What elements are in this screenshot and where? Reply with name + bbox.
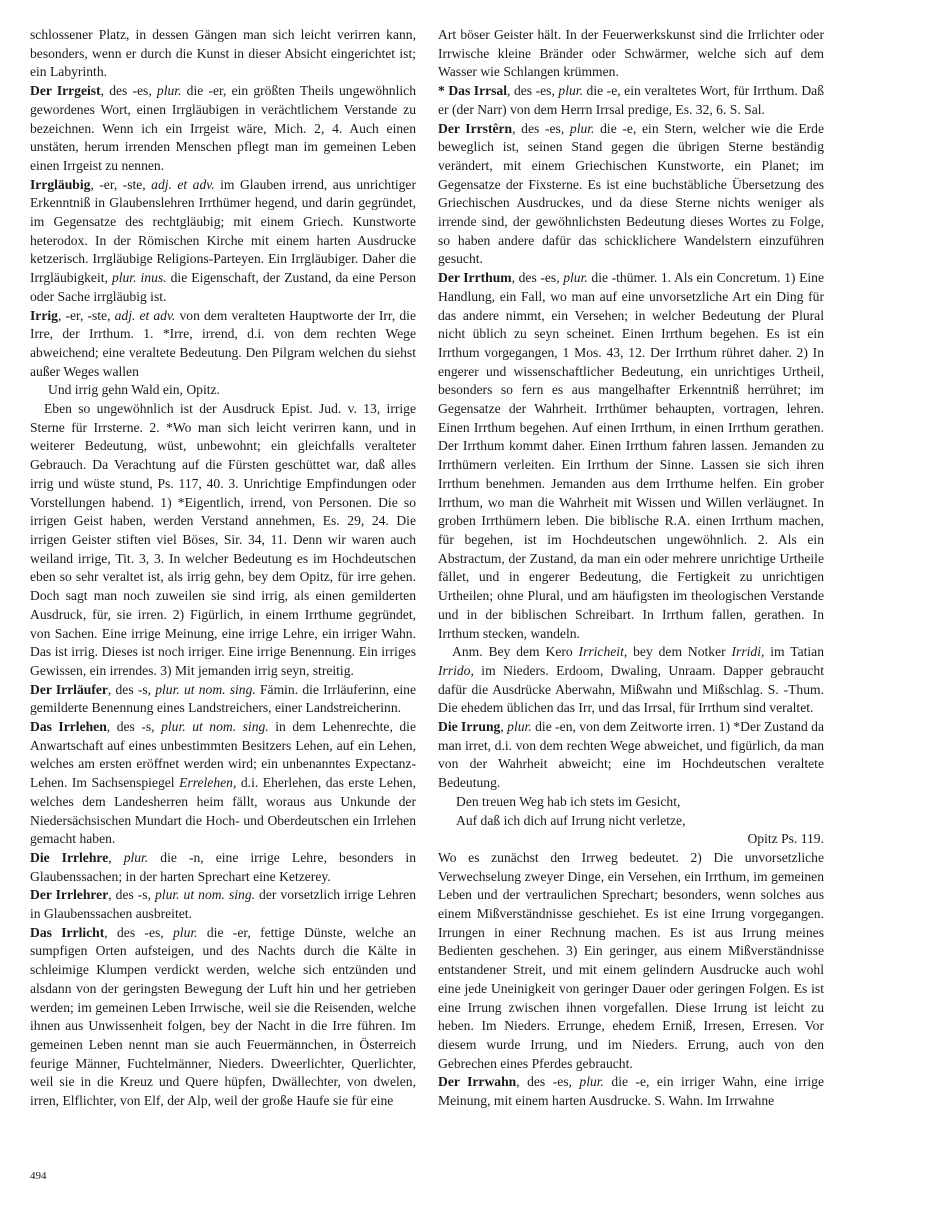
entry-text: in dem Lehenrechte, die Anwartschaft auf eines unbestimmten Besitzers Lehen, auf ein Lehen, welches am ersten eröffnet werden wird; ein unbenanntes Expectanz-Lehen. Im Sachsenspiegel: [30, 719, 416, 791]
entry-continuation: [30, 26, 416, 82]
entry-continuation: [438, 26, 824, 82]
entry-irrgeist: [30, 82, 416, 176]
entry-text: Wo es zunächst den Irrweg bedeutet. 2) Die unvorsetzliche Verwechselung zweyer Dinge, ein Versehen, ein Irrthum, im gemeinen Leben und der vertraulichen Sprechart; besonders, wenn solches aus einem Mißverständnisse geschiehet. Es ist eine Irrung vorgegangen. Irrungen in einer Rechnung machen. Es ist aus Irrung meines Bedienten geschehen. 3) Ein geringer, aus einem Mißverständnisse entstandener Streit, und mit einem gelindern Ausdrucke auch wohl eine jede Uneinigkeit von geringer Dauer oder geringen Folgen. Es ist eine Irrung zwischen ihnen vorgefallen. Diese Irrung ist leicht zu heben. Im Nieders. Errunge, ehedem Erniß, Irresen, Erresen. Vor diesem wurde Irrung, und im Nieders. Errung, auch von den Gebrechen eines Pferdes gebraucht.: [438, 849, 824, 1071]
entry-text: Eben so ungewöhnlich ist der Ausdruck Epist. Jud. v. 13, irrige Sterne für Irrsterne. 2. *Wo man sich leicht verirren kann, und in weiterer Bedeutung, wüst, unbewohnt; ein gleichfalls veralteter Gebrauch. Da Verachtung auf die Fürsten geschüttet war, daß alles irrig und wüste stund, Ps. 117, 40. 3. Unrichtige Empfindungen oder Vorstellungen habend. 1) *Eigentlich, irrend, von Personen. Die so irrigen Geist haben, werden Verstand annehmen, Es. 29, 24. Die irrigen Geister stiften viel Böses, Sir. 34, 11. Denn wir waren auch weiland irrige, Tit. 3, 3. In welcher Bedeutung es im Hochdeutschen eben so sehr veraltet ist, als irrig gehn, bey dem Opitz, für irre gehen. Doch sagt man noch zuweilen sie sind irrig, als einen gemilderten Ausdruck, für, sie irren. 2) Figürlich, in einem Irrthume gegründet, von Sachen. Eine irrige Meinung, eine irrige Lehre, ein irriger Wahn. Das ist irrig. Dieses ist noch irriger. Eine irrige Benennung. Ein irriges Gewissen, ein irrendes. 3) Mit jemanden irrig seyn, streitig.: [30, 401, 416, 678]
entry-text: d.i. Eherlehen, das erste Lehen, welches dem Landesherren heim fällt, woraus aus Unkunde der Niedersächsischen Mundart die Hoch- und Oberdeutschen ein Irrlehen gemacht haben.: [30, 775, 416, 847]
entry-text: Anm. Bey dem Kero: [452, 644, 579, 660]
grammar-label: plur.: [173, 924, 198, 940]
entry-text: im Glauben irrend, aus unrichtiger Erkenntniß in Glaubenslehren Irrthümer hegend, und darin gegründet, im Gegensatze des rechtgläubig; mit einem Griech. Kunstworte heterodox. In der Römischen Kirche mit einem harten Ausdrucke ketzerisch. Irrgläubige Religions-Parteyen. Ein Irrgläubiger. Daher die Irrgläubigkeit,: [30, 176, 416, 286]
headword: Irrig: [30, 307, 58, 323]
verse-quote: Und irrig gehn Wald ein, Opitz.: [48, 382, 220, 398]
entry-text: ,: [500, 719, 508, 735]
headword: Der Irrwahn: [438, 1074, 517, 1090]
headword: Das Irrlehen: [30, 719, 107, 735]
headword: Irrgläubig: [30, 176, 91, 192]
grammar-label: plur.: [156, 83, 182, 99]
entry-text: bey dem Notker: [627, 644, 732, 660]
entry-text: von dem veralteten Hauptworte der Irr, die Irre, der Irrthum. 1. *Irre, irrend, d.i. von dem rechten Wege abweichend; eine veraltete Bedeutung. Den Pilgram welchen du siehst außer Weges wallen: [30, 307, 416, 379]
grammar-label: plur.: [507, 719, 532, 735]
entry-text: Fämin. die Irrläuferinn, eine gemilderte Benennung eines Landstreichers, einer Landstreicherinn.: [30, 681, 416, 716]
entry-text: die -e, ein Stern, welcher wie die Erde beweglich ist, seinen Stand gegen die übrigen Sterne beständig verändert, mit einem Griechischen Kunstworte, ein Planet; im Gegensatze der Fixsterne. Es ist eine buchstäbliche Übersetzung des Griechischen Ausdruckes, und da diese Sterne nichts weniger als irrende sind, der gewöhnlichsten Bedeutung dieses Wortes zu Folge, so haben andere dafür das schicklichere Wandelstern einzuführen gesucht.: [438, 120, 824, 267]
grammar-label: plur.: [123, 849, 149, 865]
grammar-label: plur. inus.: [111, 270, 167, 286]
entry-text: , des -es,: [507, 83, 559, 99]
headword: Die Irrlehre: [30, 849, 109, 865]
entry-text: , -er, -ste,: [90, 176, 152, 192]
left-column: [30, 26, 416, 1111]
headword: * Das Irrsal: [438, 83, 508, 99]
entry-text: die -en, von dem Zeitworte irren. 1) *Der Zustand da man irret, d.i. von dem rechten Wege abweichet, und figürlich, da man von der Wahrheit abweicht; eine im Hochdeutschen veraltete Bedeutung.: [438, 719, 824, 791]
entry-text: , des -s,: [108, 887, 155, 903]
entry-text: , des -es,: [512, 120, 570, 136]
grammar-label: plur. ut nom. sing.: [155, 887, 256, 903]
entry-irrwahn: [438, 1073, 824, 1110]
italic-term: Irrido,: [438, 662, 474, 678]
entry-text: schlossener Platz, in dessen Gängen man sich leicht verirren kann, besonders, wenn er durch die Kunst in dieser Absicht eingerichtet ist; ein Labyrinth.: [30, 27, 416, 80]
entry-text: die -e, ein veraltetes Wort, für Irrthum. Daß er (der Narr) von dem Herrn Irrsal predige, Es. 32, 6. S. Sal.: [438, 83, 824, 117]
entry-text: ,: [108, 849, 124, 865]
entry-irrig: [30, 307, 416, 382]
entry-text: die -thümer. 1. Als ein Concretum. 1) Eine Handlung, ein Fall, wo man auf eine unvorsetzliche Art ein Ding für das andere nimmt, ein Versehen; in welcher Bedeutung der Plural nicht üblich zu seyn scheinet. Einen Irrthum begehen. Es ist ein Irrthum vorgegangen, 1 Mos. 43, 12. Der Irrthum rühret daher. 2) In engerer und wissenschaftlicher Bedeutung, ein unrichtiges Urtheil, besonders so fern es aus mangelhafter Erkenntniß herrühret; im Gegensatze der Wahrheit. Irrthümer behaupten, vortragen, lehren. Einen Irrthum begehen. Auf einen Irrthum, in einen Irrthum gerathen. Der Irrthum kommt daher. Einen Irrthum fahren lassen. Jemanden zu Irrthümern verleiten. Ein Irrthum der Sinne. Lassen sie sich ihren Irrthum benehmen. Jemanden aus dem Irrthume helfen. Ein grober Irrthum, wo man die Wahrheit mit Wissen und Willen verläugnet. In groben Irrthümern leben. Die biblische R.A. einen Irrthum machen, für begehen, ist im Hochdeutschen ungewöhnlich. 2. Als ein Abstractum, der Zustand, da man ein oder mehrere unrichtige Urtheile fället, und in engerer Bedeutung, die Fertigkeit zu unrichtigen Urtheilen; ohne Plural, und am häufigsten im theologischen Verstande und in der biblischen Schreibart. In Irrthum fallen, gerathen. In Irrthum stecken, wandeln.: [438, 270, 824, 641]
grammar-label: plur.: [558, 83, 583, 99]
headword: Der Irrthum: [438, 270, 512, 286]
italic-term: Irricheit,: [578, 644, 628, 660]
quote-source: Opitz Ps. 119.: [747, 831, 824, 847]
grammar-label: plur. ut nom. sing.: [161, 719, 269, 735]
entry-text: die -e, ein irriger Wahn, eine irrige Meinung, mit einem harten Ausdrucke. S. Wahn. Im Irrwahne: [438, 1074, 824, 1109]
entry-text: , des -es,: [511, 270, 564, 286]
entry-text: , des -es,: [516, 1074, 580, 1090]
entry-text: , des -s,: [107, 681, 156, 697]
entry-irrglaeubig: [30, 176, 416, 307]
italic-term: Irridi,: [731, 644, 765, 660]
grammar-label: plur.: [579, 1074, 604, 1090]
headword: Die Irrung: [438, 719, 501, 735]
entry-text: die Eigenschaft, der Zustand, da eine Person oder Sache irrgläubig ist.: [30, 270, 417, 304]
entry-text: die -er, ein größten Theils ungewöhnlich gewordenes Wort, einen Irrgläubigen in verächtlichem Verstande zu bezeichnen. Wenn ich ein Irrgeist wäre, Mich. 2, 4. Auch einen unstäten, herum irrenden Menschen pflegt man im gemeinen Leben einen Irrgeist zu nennen.: [30, 83, 416, 173]
entry-irrlehre: [30, 849, 416, 886]
grammar-label: adj. et adv.: [151, 176, 215, 192]
headword: Der Irrstêrn: [438, 120, 513, 136]
grammar-label: plur.: [569, 120, 595, 136]
entry-text: im Nieders. Erdoom, Dwaling, Unraam. Dapper gebraucht dafür die Ausdrücke Aberwahn, Mißwahn und Mißschlag. S. -Thum. Die ehedem üblichen das Irr, und das Irrsal, für Irrthum sind veraltet.: [438, 662, 824, 716]
entry-text: Art böser Geister hält. In der Feuerwerkskunst sind die Irrlichter oder Irrwische kleine Bränder oder Schwärmer, welche sich auf dem Wasser wie Schlangen krümmen.: [438, 27, 824, 80]
annotation: [438, 643, 824, 718]
entry-irrstern: [438, 120, 824, 270]
grammar-label: plur.: [563, 270, 588, 286]
entry-text: der vorsetzlich irrige Lehren in Glaubenssachen ausbreitet.: [30, 887, 416, 922]
verse-quote: Auf daß ich dich auf Irrung nicht verletze,: [456, 812, 686, 828]
entry-text: die -n, eine irrige Lehre, besonders in Glaubenssachen; in der harten Sprechart eine Ketzerey.: [30, 849, 417, 884]
entry-irrung: [438, 718, 824, 793]
entry-irrlehen: [30, 718, 416, 849]
entry-irrlicht: [30, 924, 416, 1111]
grammar-label: adj. et adv.: [114, 307, 176, 323]
entry-text: die -er, fettige Dünste, welche an sumpfigen Orten aufsteigen, und des Nachts durch die Kälte in schleimige Klumpen verdickt werden, welche sich entzünden und alsdann von der geringsten Bewegung der Luft hin und her getrieben werden; im gemeinen Leben Irrwische, weil sie die Reisenden, welche ihnen aus Unwissenheit folgen, bey der Nacht in die Irre führen. Im gemeinen Leben nennt man sie auch Feuermännchen, in Österreich feurige Männer, Fuchtelmänner, Nieders. Dweerlichter, Querlichter, weil sie in die Kreuz und Quere hüpfen, Dwällechter, von dwelen, irren, Elflichter, von Elf, der Alp, weil der große Haufe sie für eine: [30, 924, 416, 1109]
entry-text: im Tatian: [764, 644, 824, 660]
entry-irrthum: [438, 269, 824, 643]
verse-quote: Den treuen Weg hab ich stets im Gesicht,: [456, 793, 681, 809]
headword: Der Irrlehrer: [30, 887, 109, 903]
entry-text: , -er, -ste,: [57, 307, 115, 323]
right-column: [438, 26, 824, 1111]
entry-irrlehrer: [30, 886, 416, 923]
entry-text: , des -es,: [104, 924, 173, 940]
grammar-label: plur. ut nom. sing.: [155, 681, 256, 697]
entry-irrlaeufer: [30, 681, 416, 718]
entry-irrsal: [438, 82, 824, 119]
page-number: 494: [30, 1170, 47, 1182]
entry-text: , des -es,: [100, 83, 157, 99]
headword: Der Irrläufer: [30, 681, 108, 697]
headword: Der Irrgeist: [30, 83, 101, 99]
headword: Das Irrlicht: [30, 924, 105, 940]
italic-term: Errelehen,: [179, 775, 237, 791]
entry-text: , des -s,: [106, 719, 162, 735]
